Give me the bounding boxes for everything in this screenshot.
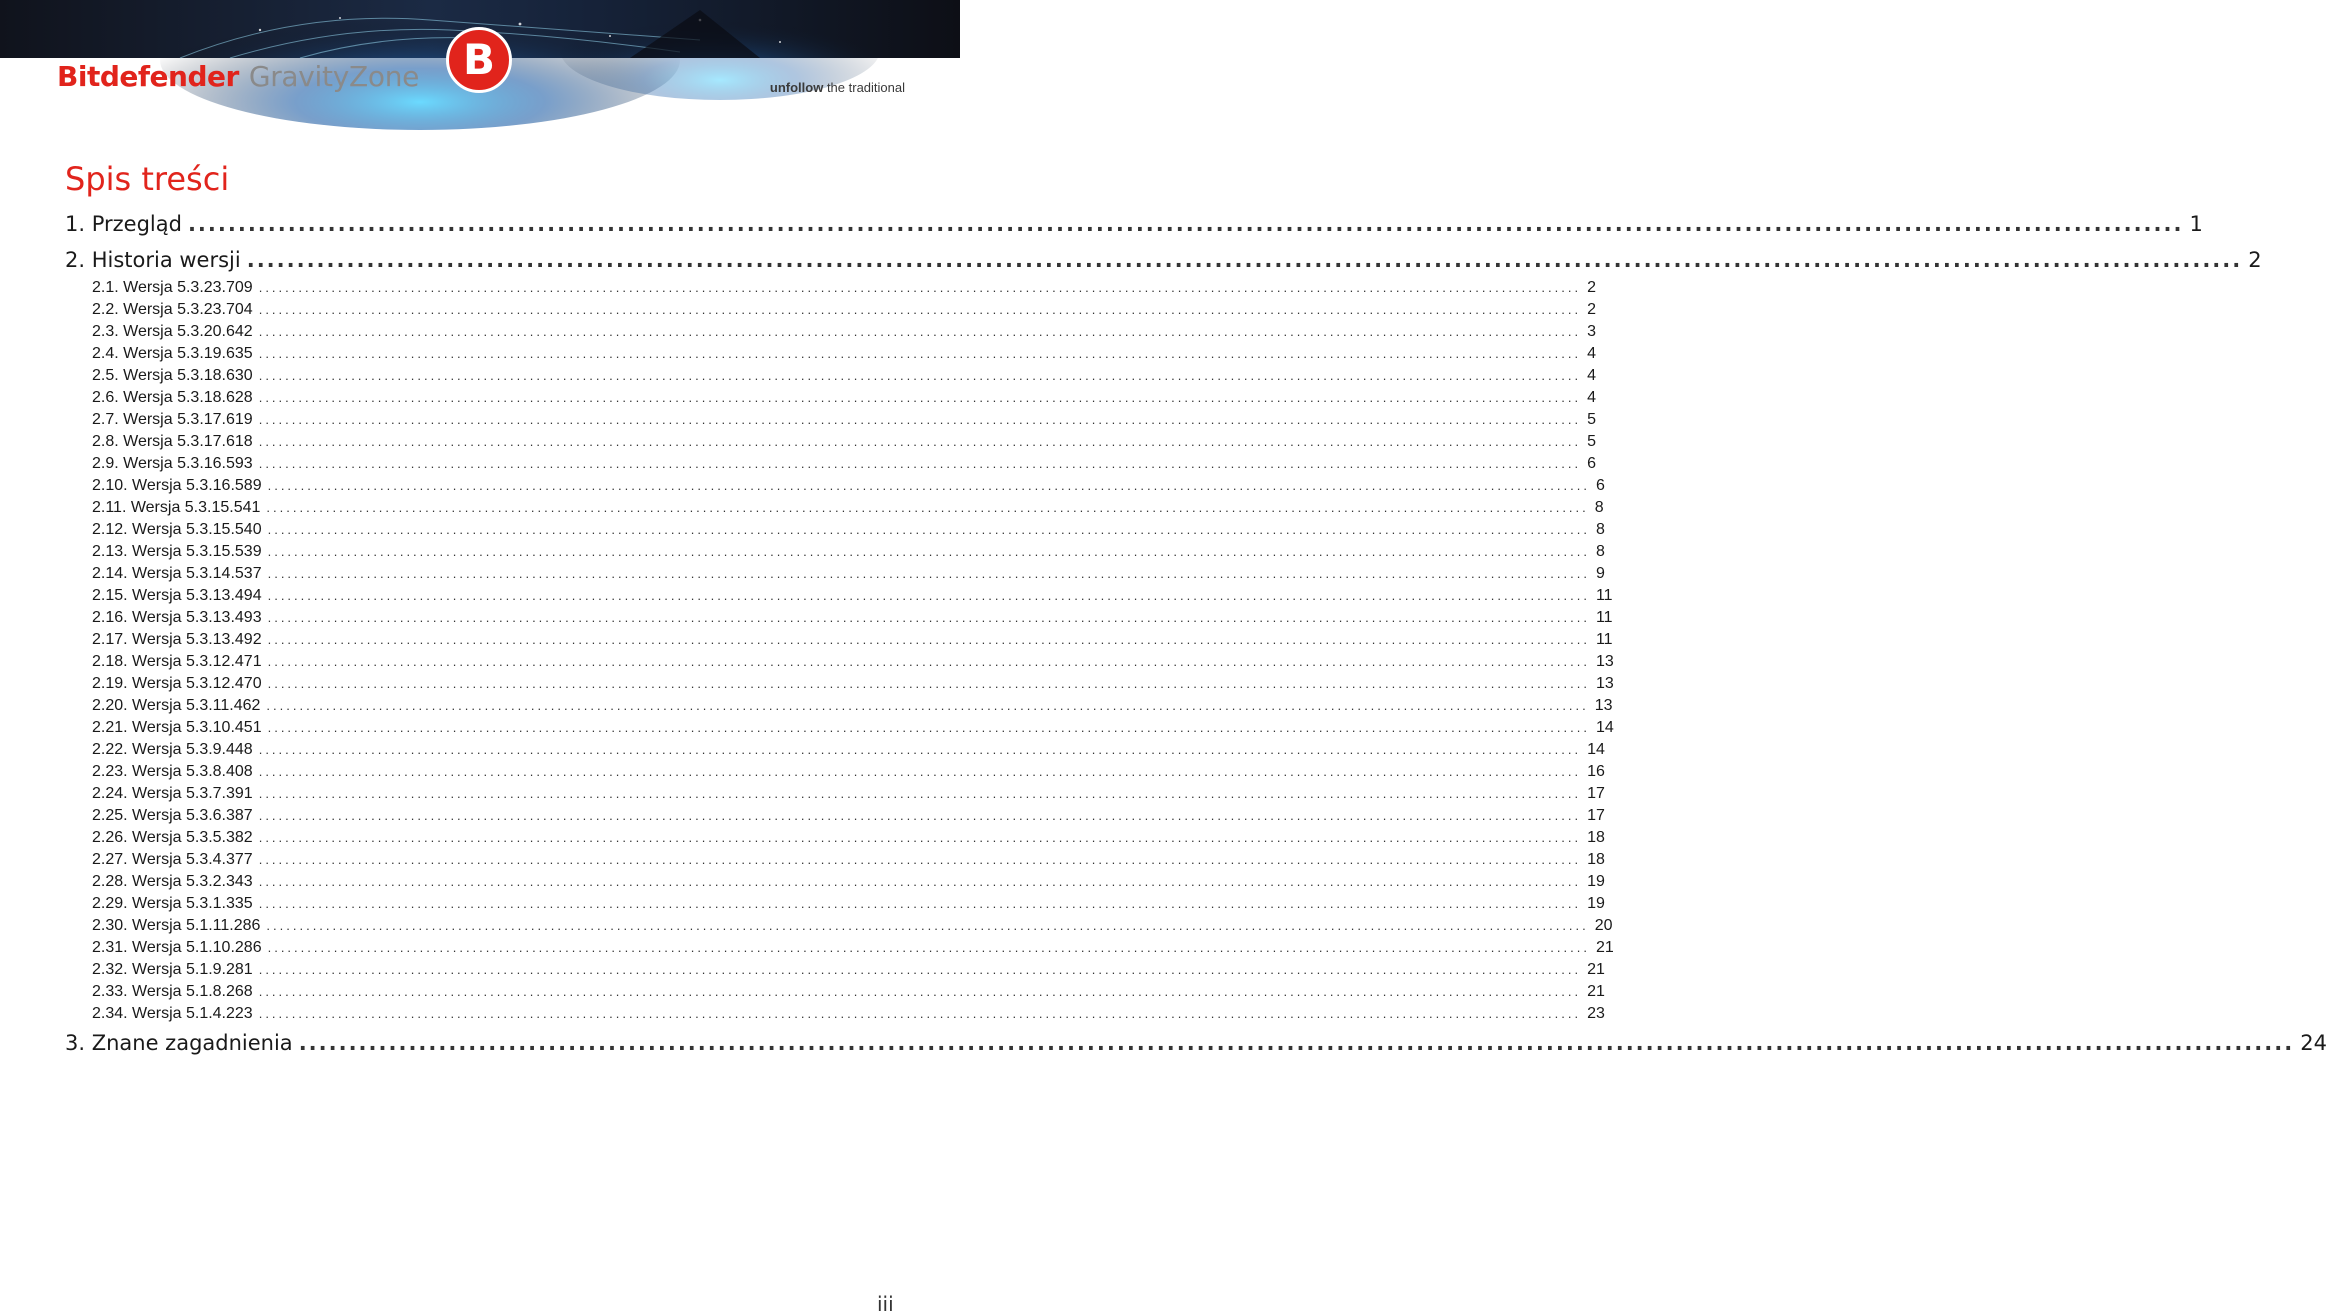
toc-entry-page: 4 [1587,367,1596,384]
toc-entry[interactable] [92,829,1605,851]
toc-entry[interactable] [92,961,1605,983]
toc-leader-dots: ........................................................................................................................................................................................................ [258,984,1582,999]
toc-entry[interactable] [92,455,1596,477]
toc-entry-page: 20 [1594,917,1613,934]
toc-entry[interactable] [92,675,1614,697]
toc-entry-label: 2.12. Wersja 5.3.15.540 [92,521,262,538]
toc-leader-dots: ........................................................................................................................................................................................................ [258,808,1582,823]
toc-entry-page: 18 [1587,851,1605,868]
toc-entry[interactable] [92,433,1596,455]
toc-leader-dots: ........................................................................................................................................................................................................ [267,522,1590,537]
toc-entry-label: 2.1. Wersja 5.3.23.709 [92,279,253,296]
toc-entry[interactable] [92,873,1605,895]
toc-leader-dots: ........................................................................................................................................................................................................ [258,896,1582,911]
toc-entry-label: 2.16. Wersja 5.3.13.493 [92,609,262,626]
toc-entry-page: 17 [1587,807,1605,824]
toc-entry[interactable] [92,807,1605,829]
tagline-rest: the traditional [823,80,905,95]
toc-entry-label: 2.15. Wersja 5.3.13.494 [92,587,262,604]
toc-entry-page: 9 [1595,565,1605,582]
toc-leader-dots: ........................................................................................................................................................................................................ [258,742,1582,757]
toc-entry-label: 2.6. Wersja 5.3.18.628 [92,389,253,406]
toc-leader-dots: ........................................................................................................................................................................................................ [258,786,1582,801]
toc-leader-dots: ........................................................................................................................................................................................................ [267,566,1590,581]
toc-entry-page: 11 [1595,631,1613,648]
toc-entry-label: 2.34. Wersja 5.1.4.223 [92,1005,253,1022]
brand-name: Bitdefender [57,60,239,93]
toc-entry-label: 2.5. Wersja 5.3.18.630 [92,367,253,384]
toc-entry-label: 2.29. Wersja 5.3.1.335 [92,895,253,912]
toc-entry-label: 2.25. Wersja 5.3.6.387 [92,807,253,824]
toc-leader-dots: ........................................................................................................................................................................................................ [298,1031,2295,1055]
toc-leader-dots: ........................................................................................................................................................................................................ [258,302,1582,317]
toc-entry[interactable] [92,587,1613,609]
toc-entry-page: 13 [1595,653,1614,670]
toc-entry-label: 2.23. Wersja 5.3.8.408 [92,763,253,780]
toc-entry-page: 4 [1587,345,1596,362]
toc-entry[interactable] [65,248,2262,278]
toc-leader-dots: ........................................................................................................................................................................................................ [258,412,1582,427]
toc-entry-label: 2.28. Wersja 5.3.2.343 [92,873,253,890]
toc-entry-label: 2.9. Wersja 5.3.16.593 [92,455,253,472]
toc-entry[interactable] [92,653,1614,675]
product-name: GravityZone [248,60,420,93]
toc-entry-label: 2.32. Wersja 5.1.9.281 [92,961,253,978]
toc-entry-page: 8 [1595,543,1605,560]
toc-entry-label: 2.7. Wersja 5.3.17.619 [92,411,253,428]
toc-entry-label: 2.4. Wersja 5.3.19.635 [92,345,253,362]
toc-entry[interactable] [92,279,1596,301]
toc-leader-dots: ........................................................................................................................................................................................................ [267,676,1590,691]
toc-entry[interactable] [92,719,1614,741]
toc-entry-page: 6 [1587,455,1596,472]
toc-entry-page: 1 [2189,212,2203,236]
toc-entry-page: 5 [1587,411,1596,428]
toc-entry-page: 21 [1587,961,1605,978]
toc-leader-dots: ........................................................................................................................................................................................................ [267,632,1590,647]
toc-leader-dots: ........................................................................................................................................................................................................ [246,248,2243,272]
toc-entry-label: 2.8. Wersja 5.3.17.618 [92,433,253,450]
toc-entry-label: 2. Historia wersji [65,248,241,272]
toc-entry[interactable] [92,609,1613,631]
bitdefender-b-logo-icon [446,27,512,93]
toc-entry-page: 2 [1587,301,1596,318]
toc-entry[interactable] [92,543,1605,565]
toc-entry-label: 2.26. Wersja 5.3.5.382 [92,829,253,846]
toc-entry-label: 2.19. Wersja 5.3.12.470 [92,675,262,692]
toc-entry[interactable] [92,477,1605,499]
toc-entry-label: 2.13. Wersja 5.3.15.539 [92,543,262,560]
toc-entry-label: 3. Znane zagadnienia [65,1031,293,1055]
toc-entry-page: 6 [1595,477,1605,494]
toc-entry-page: 3 [1587,323,1596,340]
toc-entry[interactable] [92,367,1596,389]
page-number: iii [877,1292,894,1316]
toc-leader-dots: ........................................................................................................................................................................................................ [258,390,1582,405]
toc-leader-dots: ........................................................................................................................................................................................................ [267,544,1590,559]
toc-entry-label: 2.27. Wersja 5.3.4.377 [92,851,253,868]
toc-entry-page: 19 [1587,895,1605,912]
toc-leader-dots: ........................................................................................................................................................................................................ [258,280,1582,295]
toc-leader-dots: ........................................................................................................................................................................................................ [267,610,1590,625]
toc-leader-dots: ........................................................................................................................................................................................................ [258,830,1582,845]
toc-entry-label: 2.18. Wersja 5.3.12.471 [92,653,262,670]
brand-logo [57,60,419,100]
toc-entry[interactable] [92,389,1596,411]
toc-entry-page: 11 [1595,587,1613,604]
toc-leader-dots: ........................................................................................................................................................................................................ [266,698,1589,713]
toc-entry[interactable] [92,785,1605,807]
toc-entry[interactable] [92,411,1596,433]
toc-leader-dots: ........................................................................................................................................................................................................ [258,764,1582,779]
toc-entry-label: 2.17. Wersja 5.3.13.492 [92,631,262,648]
toc-entry-label: 2.21. Wersja 5.3.10.451 [92,719,262,736]
toc-entry-page: 16 [1587,763,1605,780]
toc-entry-page: 8 [1594,499,1604,516]
toc-entry-label: 2.11. Wersja 5.3.15.541 [92,499,261,516]
toc-entry-label: 1. Przegląd [65,212,182,236]
toc-entry[interactable] [92,697,1613,719]
toc-entry-label: 2.30. Wersja 5.1.11.286 [92,917,261,934]
toc-entry-label: 2.22. Wersja 5.3.9.448 [92,741,253,758]
toc-leader-dots: ........................................................................................................................................................................................................ [267,654,1590,669]
toc-entry[interactable] [92,301,1596,323]
toc-leader-dots: ........................................................................................................................................................................................................ [187,212,2184,236]
toc-entry-page: 21 [1595,939,1614,956]
toc-entry-page: 14 [1587,741,1605,758]
tagline [770,80,905,95]
toc-leader-dots: ........................................................................................................................................................................................................ [258,962,1582,977]
toc-entry-page: 8 [1595,521,1605,538]
toc-entry[interactable] [92,565,1605,587]
toc-leader-dots: ........................................................................................................................................................................................................ [258,852,1582,867]
toc-entry[interactable] [92,499,1604,521]
toc-entry-label: 2.3. Wersja 5.3.20.642 [92,323,253,340]
toc-entry-label: 2.24. Wersja 5.3.7.391 [92,785,253,802]
toc-entry-label: 2.2. Wersja 5.3.23.704 [92,301,253,318]
toc-leader-dots: ........................................................................................................................................................................................................ [267,940,1590,955]
toc-leader-dots: ........................................................................................................................................................................................................ [266,918,1589,933]
toc-title: Spis treści [65,160,230,198]
toc-entry-page: 2 [1587,279,1596,296]
toc-leader-dots: ........................................................................................................................................................................................................ [258,456,1582,471]
toc-entry[interactable] [65,212,2203,242]
toc-entry[interactable] [92,763,1605,785]
toc-leader-dots: ........................................................................................................................................................................................................ [258,368,1582,383]
toc-entry-label: 2.20. Wersja 5.3.11.462 [92,697,261,714]
toc-entry-label: 2.10. Wersja 5.3.16.589 [92,477,262,494]
toc-entry-page: 11 [1595,609,1613,626]
toc-entry-page: 17 [1587,785,1605,802]
toc-entry[interactable] [92,345,1596,367]
toc-leader-dots: ........................................................................................................................................................................................................ [258,874,1582,889]
toc-entry-page: 5 [1587,433,1596,450]
toc-leader-dots: ........................................................................................................................................................................................................ [258,346,1582,361]
toc-entry-page: 13 [1595,675,1614,692]
toc-entry[interactable] [92,895,1605,917]
toc-entry[interactable] [92,521,1605,543]
toc-entry[interactable] [92,939,1614,961]
toc-leader-dots: ........................................................................................................................................................................................................ [266,500,1589,515]
toc-entry-page: 13 [1594,697,1613,714]
toc-entry-page: 14 [1595,719,1614,736]
toc-entry-page: 23 [1587,1005,1605,1022]
toc-entry-page: 19 [1587,873,1605,890]
toc-entry[interactable] [92,983,1605,1005]
toc-entry-page: 2 [2248,248,2262,272]
toc-leader-dots: ........................................................................................................................................................................................................ [258,1006,1582,1021]
toc-entry-page: 4 [1587,389,1596,406]
toc-entry-page: 18 [1587,829,1605,846]
toc-entry[interactable] [92,1005,1605,1027]
toc-entry[interactable] [92,917,1613,939]
toc-entry[interactable] [92,323,1596,345]
toc-entry-label: 2.14. Wersja 5.3.14.537 [92,565,262,582]
toc-leader-dots: ........................................................................................................................................................................................................ [258,324,1582,339]
toc-entry[interactable] [92,741,1605,763]
toc-entry-label: 2.31. Wersja 5.1.10.286 [92,939,262,956]
tagline-bold: unfollow [769,80,824,95]
toc-leader-dots: ........................................................................................................................................................................................................ [267,588,1590,603]
toc-leader-dots: ........................................................................................................................................................................................................ [267,478,1590,493]
toc-leader-dots: ........................................................................................................................................................................................................ [267,720,1590,735]
toc-entry[interactable] [65,1031,2327,1061]
toc-entry-page: 24 [2300,1031,2327,1055]
toc-entry[interactable] [92,851,1605,873]
logo-letter: B [462,35,495,84]
toc-leader-dots: ........................................................................................................................................................................................................ [258,434,1582,449]
toc-entry[interactable] [92,631,1613,653]
toc-entry-label: 2.33. Wersja 5.1.8.268 [92,983,253,1000]
toc-entry-page: 21 [1587,983,1605,1000]
